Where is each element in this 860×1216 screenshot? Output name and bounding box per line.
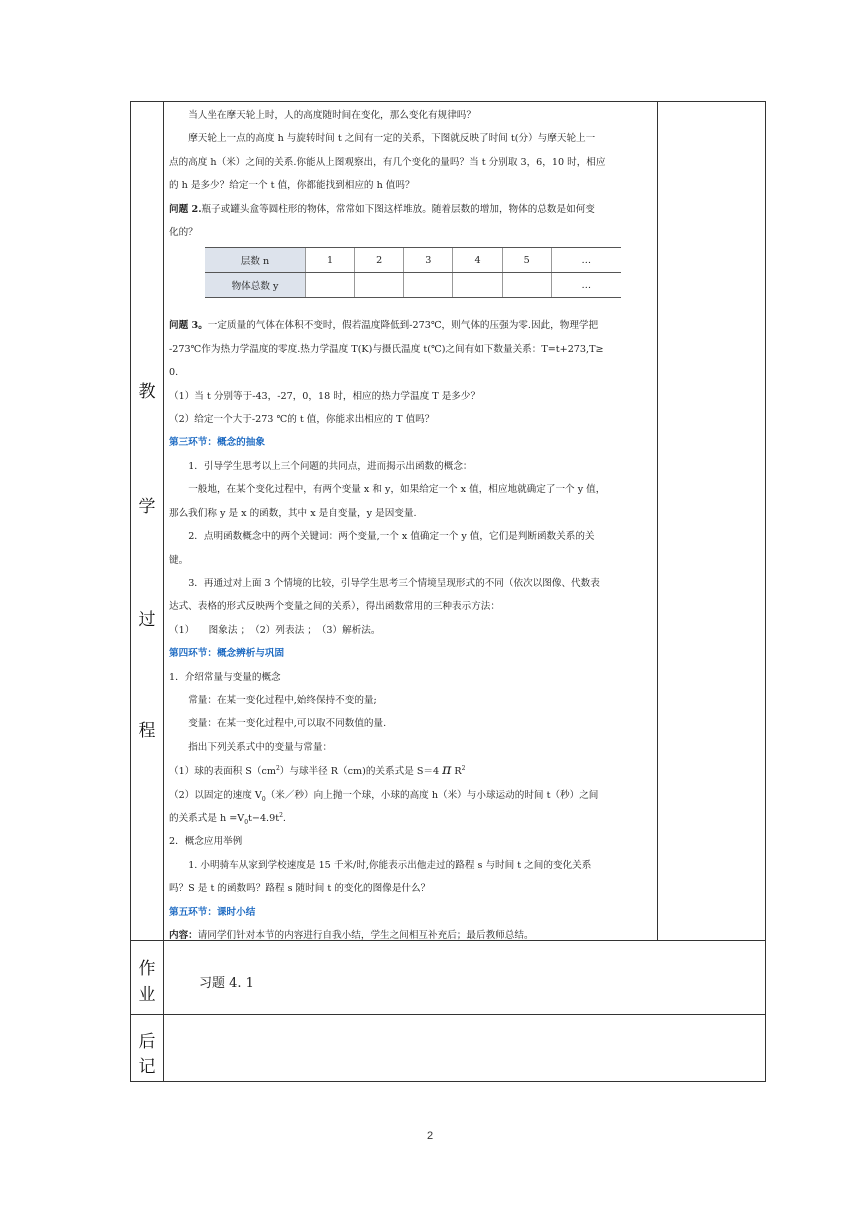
table-cell [404, 273, 453, 298]
text-line: 摩天轮上一点的高度 h 与旋转时间 t 之间有一定的关系，下图就反映了时间 t(分）与摩天轮上一 [188, 133, 596, 145]
text-line: （1） 图象法 ； （2）列表法 ； （3）解析法。 [169, 624, 381, 636]
homework-text: 习题 4. 1 [199, 976, 254, 991]
process-label-char: 学 [138, 497, 156, 517]
example-2-formula: 的关系式是 $h =V_0t-4.9t^2$. [169, 811, 286, 826]
lesson-table [130, 101, 766, 1082]
text-line: 变量：在某一变化过程中,可以取不同数值的量. [188, 718, 387, 730]
section-heading: 第三环节：概念的抽象 [169, 437, 265, 449]
afterword-label-char: 记 [138, 1057, 156, 1077]
question-2: 问题 2.瓶子或罐头盒等圆柱形的物体，常常如下图这样堆放。随着层数的增加，物体的总数是如何变 [169, 203, 595, 215]
text-line: 当人坐在摩天轮上时，人的高度随时间在变化，那么变化有规律吗？ [188, 110, 476, 121]
text-line: 达式、表格的形式反映两个变量之间的关系），得出函数常用的三种表示方法： [169, 601, 500, 613]
homework-label-char: 作 [138, 959, 156, 979]
text-line: 1. 小明骑车从家到学校速度是 15 千米/时,你能表示出他走过的路程 s 与时间 t 之间的变化关系 [188, 859, 592, 871]
question-label: 问题 3。 [169, 320, 208, 332]
text-line: 的 h 是多少？给定一个 t 值，你都能找到相应的 h 值吗？ [169, 180, 415, 192]
summary: 内容：请同学们针对本节的内容进行自我小结，学生之间相互补充后；最后教师总结。 [169, 930, 534, 941]
text-line: -273℃作为热力学温度的零度.热力学温度 T(K)与摄氏温度 t(℃)之间有如下数量关系：T=t+273,T≥ [169, 343, 604, 355]
question-3: 问题 3。一定质量的气体在体积不变时，假若温度降低到-273℃，则气体的压强为零.因此，物理学把 [169, 320, 599, 332]
text-line: 2．点明函数概念中的两个关键词：两个变量,一个 x 值确定一个 y 值，它们是判断函数关系的关 [188, 531, 595, 543]
table-row-header: 物体总数 y [205, 273, 306, 298]
lesson-content [169, 104, 657, 947]
table-cell [355, 273, 404, 298]
table-cell: 5 [502, 248, 551, 273]
homework-label-char: 业 [138, 985, 156, 1005]
text-line: 化的？ [169, 227, 198, 239]
example-2: （2）以固定的速度 $V_0$（米／秒）向上抛一个球，小球的高度 h（米）与小球运动的时间 t（秒）之间 [169, 789, 599, 803]
process-label-char: 程 [138, 721, 156, 741]
text-line: 点的高度 h（米）之间的关系.你能从上图观察出，有几个变化的量吗？当 t 分别取 3，6，10 时，相应 [169, 156, 606, 168]
text-line: 一般地，在某个变化过程中，有两个变量 x 和 y，如果给定一个 x 值，相应地就确定了一个 y 值， [188, 484, 606, 496]
stacking-table [205, 247, 621, 298]
example-1: （1）球的表面积 $S(cm^2)$与球半径 R（cm)的关系式是 S＝4 π $R^2$ [169, 762, 466, 779]
table-cell: 1 [306, 248, 355, 273]
page-number: 2 [426, 1130, 434, 1142]
process-label-char: 过 [138, 610, 156, 630]
text-line: （1）当 t 分别等于-43，-27，0，18 时，相应的热力学温度 T 是多少？ [169, 390, 481, 402]
table-row [205, 273, 621, 298]
afterword-label-char: 后 [138, 1032, 156, 1052]
text-line: 1．介绍常量与变量的概念 [169, 671, 281, 683]
table-cell: 3 [404, 248, 453, 273]
process-label-char: 教 [138, 382, 156, 402]
table-cell: 2 [355, 248, 404, 273]
text-line: 吗？S 是 t 的函数吗？路程 s 随时间 t 的变化的图像是什么？ [169, 883, 431, 895]
question-label: 问题 2. [169, 203, 202, 215]
text-line: 指出下列关系式中的变量与常量： [188, 741, 333, 753]
text-line: 常量：在某一变化过程中,始终保持不变的量; [188, 694, 377, 706]
table-cell [306, 273, 355, 298]
homework-row-divider [131, 1014, 765, 1015]
table-cell [453, 273, 502, 298]
section-heading: 第五环节：课时小结 [169, 906, 256, 918]
text-line: （2）给定一个大于-273 ℃的 t 值，你能求出相应的 T 值吗？ [169, 414, 435, 426]
text-line: 键。 [169, 554, 189, 566]
text-line: 1．引导学生思考以上三个问题的共同点，进而揭示出函数的概念： [188, 460, 473, 472]
text-line: 那么我们称 y 是 x 的函数，其中 x 是自变量，y 是因变量. [169, 507, 417, 519]
section-heading: 第四环节：概念辨析与巩固 [169, 648, 285, 660]
text-line: 0. [169, 367, 179, 379]
table-row-header: 层数 n [205, 248, 306, 273]
label-column-divider [163, 102, 164, 1081]
text-line: 3．再通过对上面 3 个情境的比较，引导学生思考三个情境呈现形式的不同（依次以图像、代数表 [188, 577, 600, 589]
table-cell: 4 [453, 248, 502, 273]
table-row [205, 248, 621, 273]
table-cell: … [551, 273, 621, 298]
text-line: 2．概念应用举例 [169, 836, 243, 848]
notes-column-divider [657, 102, 658, 940]
table-cell: … [551, 248, 621, 273]
table-cell [502, 273, 551, 298]
